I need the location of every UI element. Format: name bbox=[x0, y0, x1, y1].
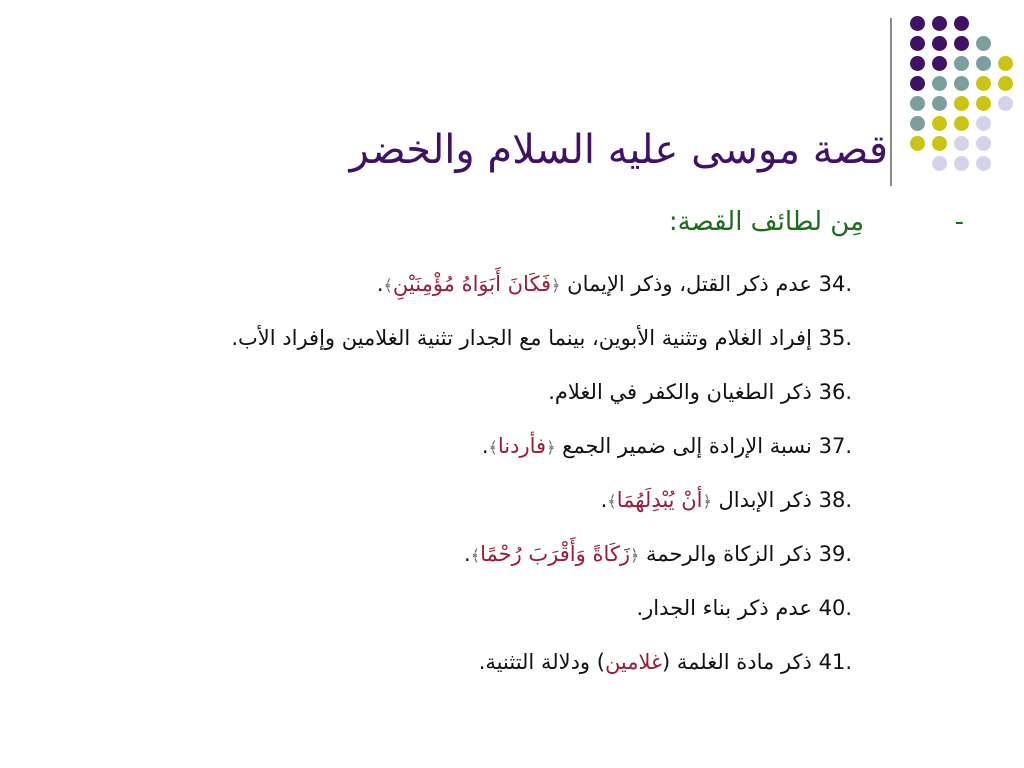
decor-dot bbox=[976, 116, 991, 131]
decor-dot bbox=[998, 76, 1013, 91]
decor-dot bbox=[954, 96, 969, 111]
item-text: ذكر مادة الغلمة ( bbox=[662, 650, 812, 674]
decor-dot bbox=[910, 36, 925, 51]
decor-dot bbox=[932, 76, 947, 91]
subheading bbox=[84, 200, 984, 244]
item-end: . bbox=[376, 272, 384, 296]
item-number: 41. bbox=[818, 650, 852, 674]
quran-quote: فَكَانَ أَبَوَاهُ مُؤْمِنَيْنِ bbox=[392, 272, 552, 296]
decor-dot bbox=[932, 16, 947, 31]
item-number: 35. bbox=[818, 326, 852, 350]
quran-bracket-close: ﴾ bbox=[470, 546, 481, 565]
decor-dot bbox=[954, 156, 969, 171]
decor-dot bbox=[910, 116, 925, 131]
item-number: 40. bbox=[818, 596, 852, 620]
quran-bracket-open: ﴿ bbox=[546, 438, 556, 457]
item-end: . bbox=[464, 542, 471, 566]
decor-dot bbox=[976, 156, 991, 171]
item-number: 39. bbox=[818, 542, 852, 566]
item-number: 37. bbox=[818, 434, 852, 458]
item-text: إفراد الغلام وتثنية الأبوين، بينما مع الجدار تثنية الغلامين وإفراد الأب. bbox=[231, 326, 812, 350]
decor-dot bbox=[976, 96, 991, 111]
decor-dot bbox=[976, 136, 991, 151]
quran-quote: فأردنا bbox=[497, 434, 547, 458]
item-end: ) ودلالة التثنية. bbox=[478, 650, 605, 674]
subheading-text: مِن لطائف القصة: bbox=[668, 207, 864, 237]
decor-dot bbox=[976, 76, 991, 91]
quran-bracket-close: ﴾ bbox=[383, 276, 393, 295]
decor-dot bbox=[954, 116, 969, 131]
list-item bbox=[52, 478, 852, 532]
decor-dot bbox=[954, 36, 969, 51]
decor-dot bbox=[932, 96, 947, 111]
decor-dot bbox=[910, 96, 925, 111]
quran-quote: أنْ يُبْدِلَهُمَا bbox=[616, 488, 703, 512]
list-item bbox=[52, 316, 852, 370]
decor-dot bbox=[932, 56, 947, 71]
decor-dot bbox=[910, 136, 925, 151]
decor-dot bbox=[932, 116, 947, 131]
decor-dot bbox=[932, 156, 947, 171]
list-item bbox=[52, 262, 852, 316]
decor-dot bbox=[976, 36, 991, 51]
highlighted-word: غلامين bbox=[604, 650, 663, 674]
item-number: 34. bbox=[818, 272, 852, 296]
list-item bbox=[52, 532, 852, 586]
decor-dot bbox=[954, 76, 969, 91]
decor-dot bbox=[998, 56, 1013, 71]
quran-bracket-open: ﴿ bbox=[551, 276, 561, 295]
quran-bracket-close: ﴾ bbox=[607, 492, 617, 511]
decor-dot bbox=[954, 136, 969, 151]
decor-dot bbox=[976, 56, 991, 71]
item-text: ذكر الإبدال bbox=[711, 488, 812, 512]
decor-dot bbox=[954, 16, 969, 31]
item-text: عدم ذكر القتل، وذكر الإيمان bbox=[560, 272, 812, 296]
quran-bracket-open: ﴿ bbox=[630, 546, 640, 565]
decor-dot bbox=[910, 56, 925, 71]
quran-quote: زَكَاةً وَأَقْرَبَ رُحْمًا bbox=[480, 542, 630, 566]
list-item bbox=[52, 640, 852, 694]
item-text: نسبة الإرادة إلى ضمير الجمع bbox=[555, 434, 812, 458]
item-text: ذكر الطغيان والكفر في الغلام. bbox=[548, 380, 812, 404]
quran-bracket-close: ﴾ bbox=[488, 438, 498, 457]
point-list bbox=[52, 262, 852, 694]
list-item bbox=[52, 370, 852, 424]
decor-dot bbox=[910, 16, 925, 31]
decor-dot bbox=[954, 56, 969, 71]
subheading-bullet: - bbox=[954, 207, 964, 237]
decor-dot bbox=[910, 76, 925, 91]
item-text: عدم ذكر بناء الجدار. bbox=[636, 596, 812, 620]
decor-dot bbox=[998, 96, 1013, 111]
item-number: 36. bbox=[818, 380, 852, 404]
slide-title: قصة موسى عليه السلام والخضر bbox=[349, 127, 888, 173]
list-item bbox=[52, 424, 852, 478]
item-end: . bbox=[600, 488, 608, 512]
list-item bbox=[52, 586, 852, 640]
quran-bracket-open: ﴿ bbox=[702, 492, 712, 511]
item-number: 38. bbox=[818, 488, 852, 512]
decor-dot bbox=[932, 36, 947, 51]
decor-dot bbox=[932, 136, 947, 151]
item-text: ذكر الزكاة والرحمة bbox=[639, 542, 812, 566]
item-end: . bbox=[481, 434, 489, 458]
